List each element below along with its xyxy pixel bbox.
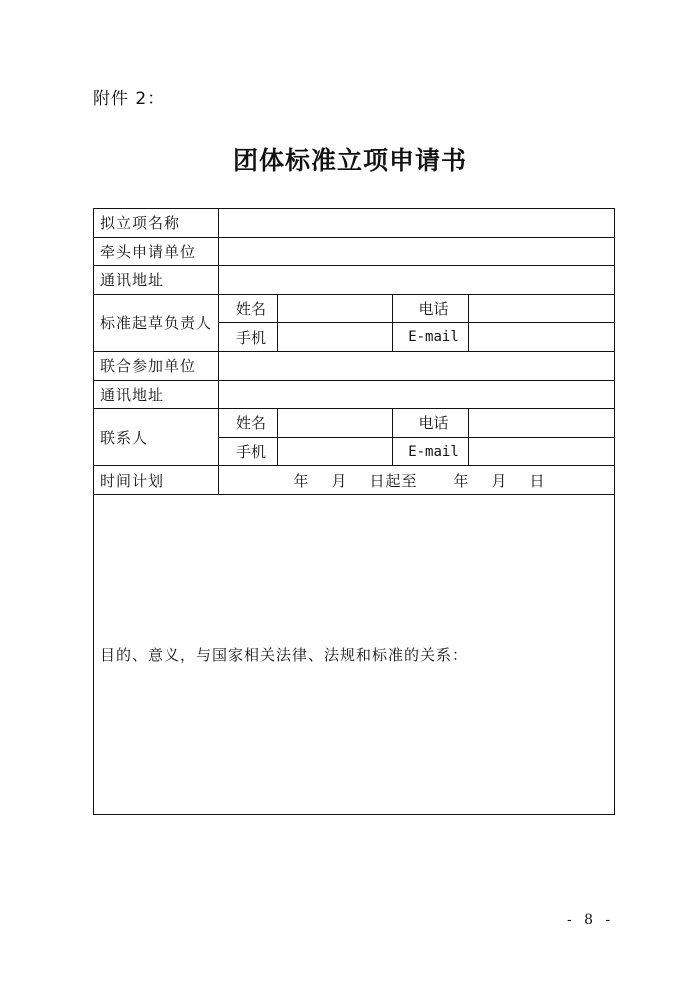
address-field-2[interactable] xyxy=(219,380,615,409)
schedule-day-start: 日起至 xyxy=(369,471,418,490)
joint-units-label: 联合参加单位 xyxy=(94,351,219,380)
row-lead-unit xyxy=(94,237,615,266)
drafter-mobile-field[interactable] xyxy=(278,323,393,352)
drafter-phone-label: 电话 xyxy=(393,294,469,323)
contact-mobile-label: 手机 xyxy=(219,437,278,466)
schedule-label: 时间计划 xyxy=(94,466,219,495)
contact-name-field[interactable] xyxy=(278,409,393,438)
page-title: 团体标准立项申请书 xyxy=(232,146,467,175)
schedule-year-start: 年 xyxy=(293,471,310,490)
drafter-mobile-label: 手机 xyxy=(219,323,278,352)
schedule-month-start: 月 xyxy=(331,471,348,490)
address-label-2: 通讯地址 xyxy=(94,380,219,409)
contact-label: 联系人 xyxy=(94,409,219,466)
row-address-2 xyxy=(94,380,615,409)
address-label-1: 通讯地址 xyxy=(94,266,219,295)
lead-unit-label: 牵头申请单位 xyxy=(94,237,219,266)
row-project-name xyxy=(94,209,615,238)
attachment-label: 附件 2： xyxy=(93,89,166,109)
address-field-1[interactable] xyxy=(219,266,615,295)
contact-email-label: E-mail xyxy=(393,437,469,466)
contact-mobile-field[interactable] xyxy=(278,437,393,466)
page-number: - 8 - xyxy=(567,912,615,928)
drafter-name-field[interactable] xyxy=(278,294,393,323)
project-name-field[interactable] xyxy=(219,209,615,238)
row-joint-units xyxy=(94,351,615,380)
drafter-email-field[interactable] xyxy=(469,323,615,352)
row-drafter-name-phone xyxy=(94,294,615,323)
drafter-email-label: E-mail xyxy=(393,323,469,352)
purpose-field[interactable] xyxy=(94,494,615,814)
drafter-name-label: 姓名 xyxy=(219,294,278,323)
lead-unit-field[interactable] xyxy=(219,237,615,266)
row-purpose xyxy=(94,494,615,814)
joint-units-field[interactable] xyxy=(219,351,615,380)
schedule-year-end: 年 xyxy=(453,471,470,490)
row-schedule xyxy=(94,466,615,495)
row-contact-name-phone xyxy=(94,409,615,438)
schedule-month-end: 月 xyxy=(491,471,508,490)
row-address-1 xyxy=(94,266,615,295)
schedule-field[interactable] xyxy=(219,466,615,495)
purpose-label: 目的、意义，与国家相关法律、法规和标准的关系： xyxy=(100,645,469,664)
contact-phone-label: 电话 xyxy=(393,409,469,438)
contact-phone-field[interactable] xyxy=(469,409,615,438)
drafter-phone-field[interactable] xyxy=(469,294,615,323)
contact-email-field[interactable] xyxy=(469,437,615,466)
drafter-label: 标准起草负责人 xyxy=(94,294,219,351)
application-form-table xyxy=(93,208,615,815)
project-name-label: 拟立项名称 xyxy=(94,209,219,238)
schedule-day-end: 日 xyxy=(529,471,546,490)
contact-name-label: 姓名 xyxy=(219,409,278,438)
